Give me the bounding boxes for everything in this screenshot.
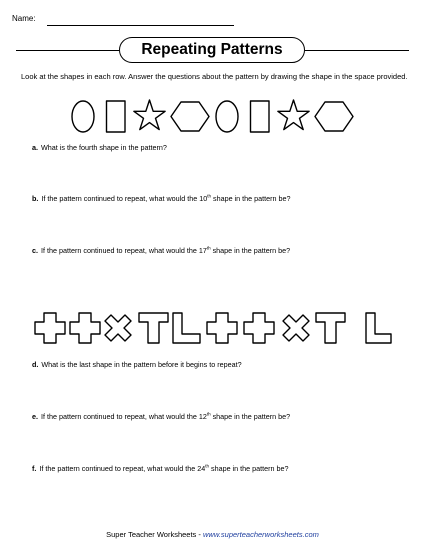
question-text: If the pattern continued to repeat, what would the 17 [41,246,207,255]
l-shape [366,313,391,343]
footer [0,530,425,539]
t-shape [139,313,168,343]
question-letter: a. [32,143,38,152]
question-letter: c. [32,246,38,255]
rectangle-shape [107,101,126,132]
footer-brand: Super Teacher Worksheets [106,530,197,539]
pattern-row-2 [0,306,425,350]
footer-url-link[interactable]: www.superteacherworksheets.com [202,530,319,539]
question-text-end: shape in the pattern be? [208,464,289,473]
question-a [32,143,167,152]
title-rule-left [16,50,119,51]
hexagon-shape [315,102,353,131]
name-label: Name: [12,14,36,23]
l-shape [173,313,200,343]
question-d [32,360,242,369]
page-title: Repeating Patterns [119,37,305,63]
plus-shape [207,313,237,343]
x-cross-shape [283,315,309,341]
question-text: If the pattern continued to repeat, what would the 12 [41,412,207,421]
plus-shape [70,313,100,343]
question-letter: d. [32,360,39,369]
question-letter: f. [32,464,37,473]
ordinal-suffix: th [206,245,211,251]
question-text-end: shape in the pattern be? [210,194,291,203]
title-rule-right [305,50,409,51]
name-blank-line[interactable] [47,25,234,26]
question-letter: b. [32,194,39,203]
hexagon-shape [171,102,209,131]
ordinal-suffix: th [206,411,211,417]
oval-shape [216,101,238,132]
ordinal-suffix: th [205,463,209,469]
question-b [32,194,291,203]
t-shape [316,313,345,343]
question-text: If the pattern continued to repeat, what would the 10 [41,194,208,203]
oval-shape [72,101,94,132]
star-shape [278,100,309,130]
plus-shape [35,313,65,343]
footer-separator: - [196,530,203,539]
instructions: Look at the shapes in each row. Answer the questions about the pattern by drawing the shape in the space provided. [21,72,408,81]
plus-shape [244,313,274,343]
question-text-end: shape in the pattern be? [210,412,291,421]
question-text: If the pattern continued to repeat, what would the 24 [39,464,206,473]
pattern-row-1 [0,95,425,139]
question-text: What is the fourth shape in the pattern? [41,143,167,152]
question-letter: e. [32,412,38,421]
question-f [32,464,289,473]
question-text-end: shape in the pattern be? [210,246,291,255]
question-text: What is the last shape in the pattern before it begins to repeat? [41,360,242,369]
ordinal-suffix: th [207,193,211,199]
question-e [32,412,290,421]
x-cross-shape [105,315,131,341]
question-c [32,246,290,255]
rectangle-shape [251,101,270,132]
star-shape [134,100,165,130]
